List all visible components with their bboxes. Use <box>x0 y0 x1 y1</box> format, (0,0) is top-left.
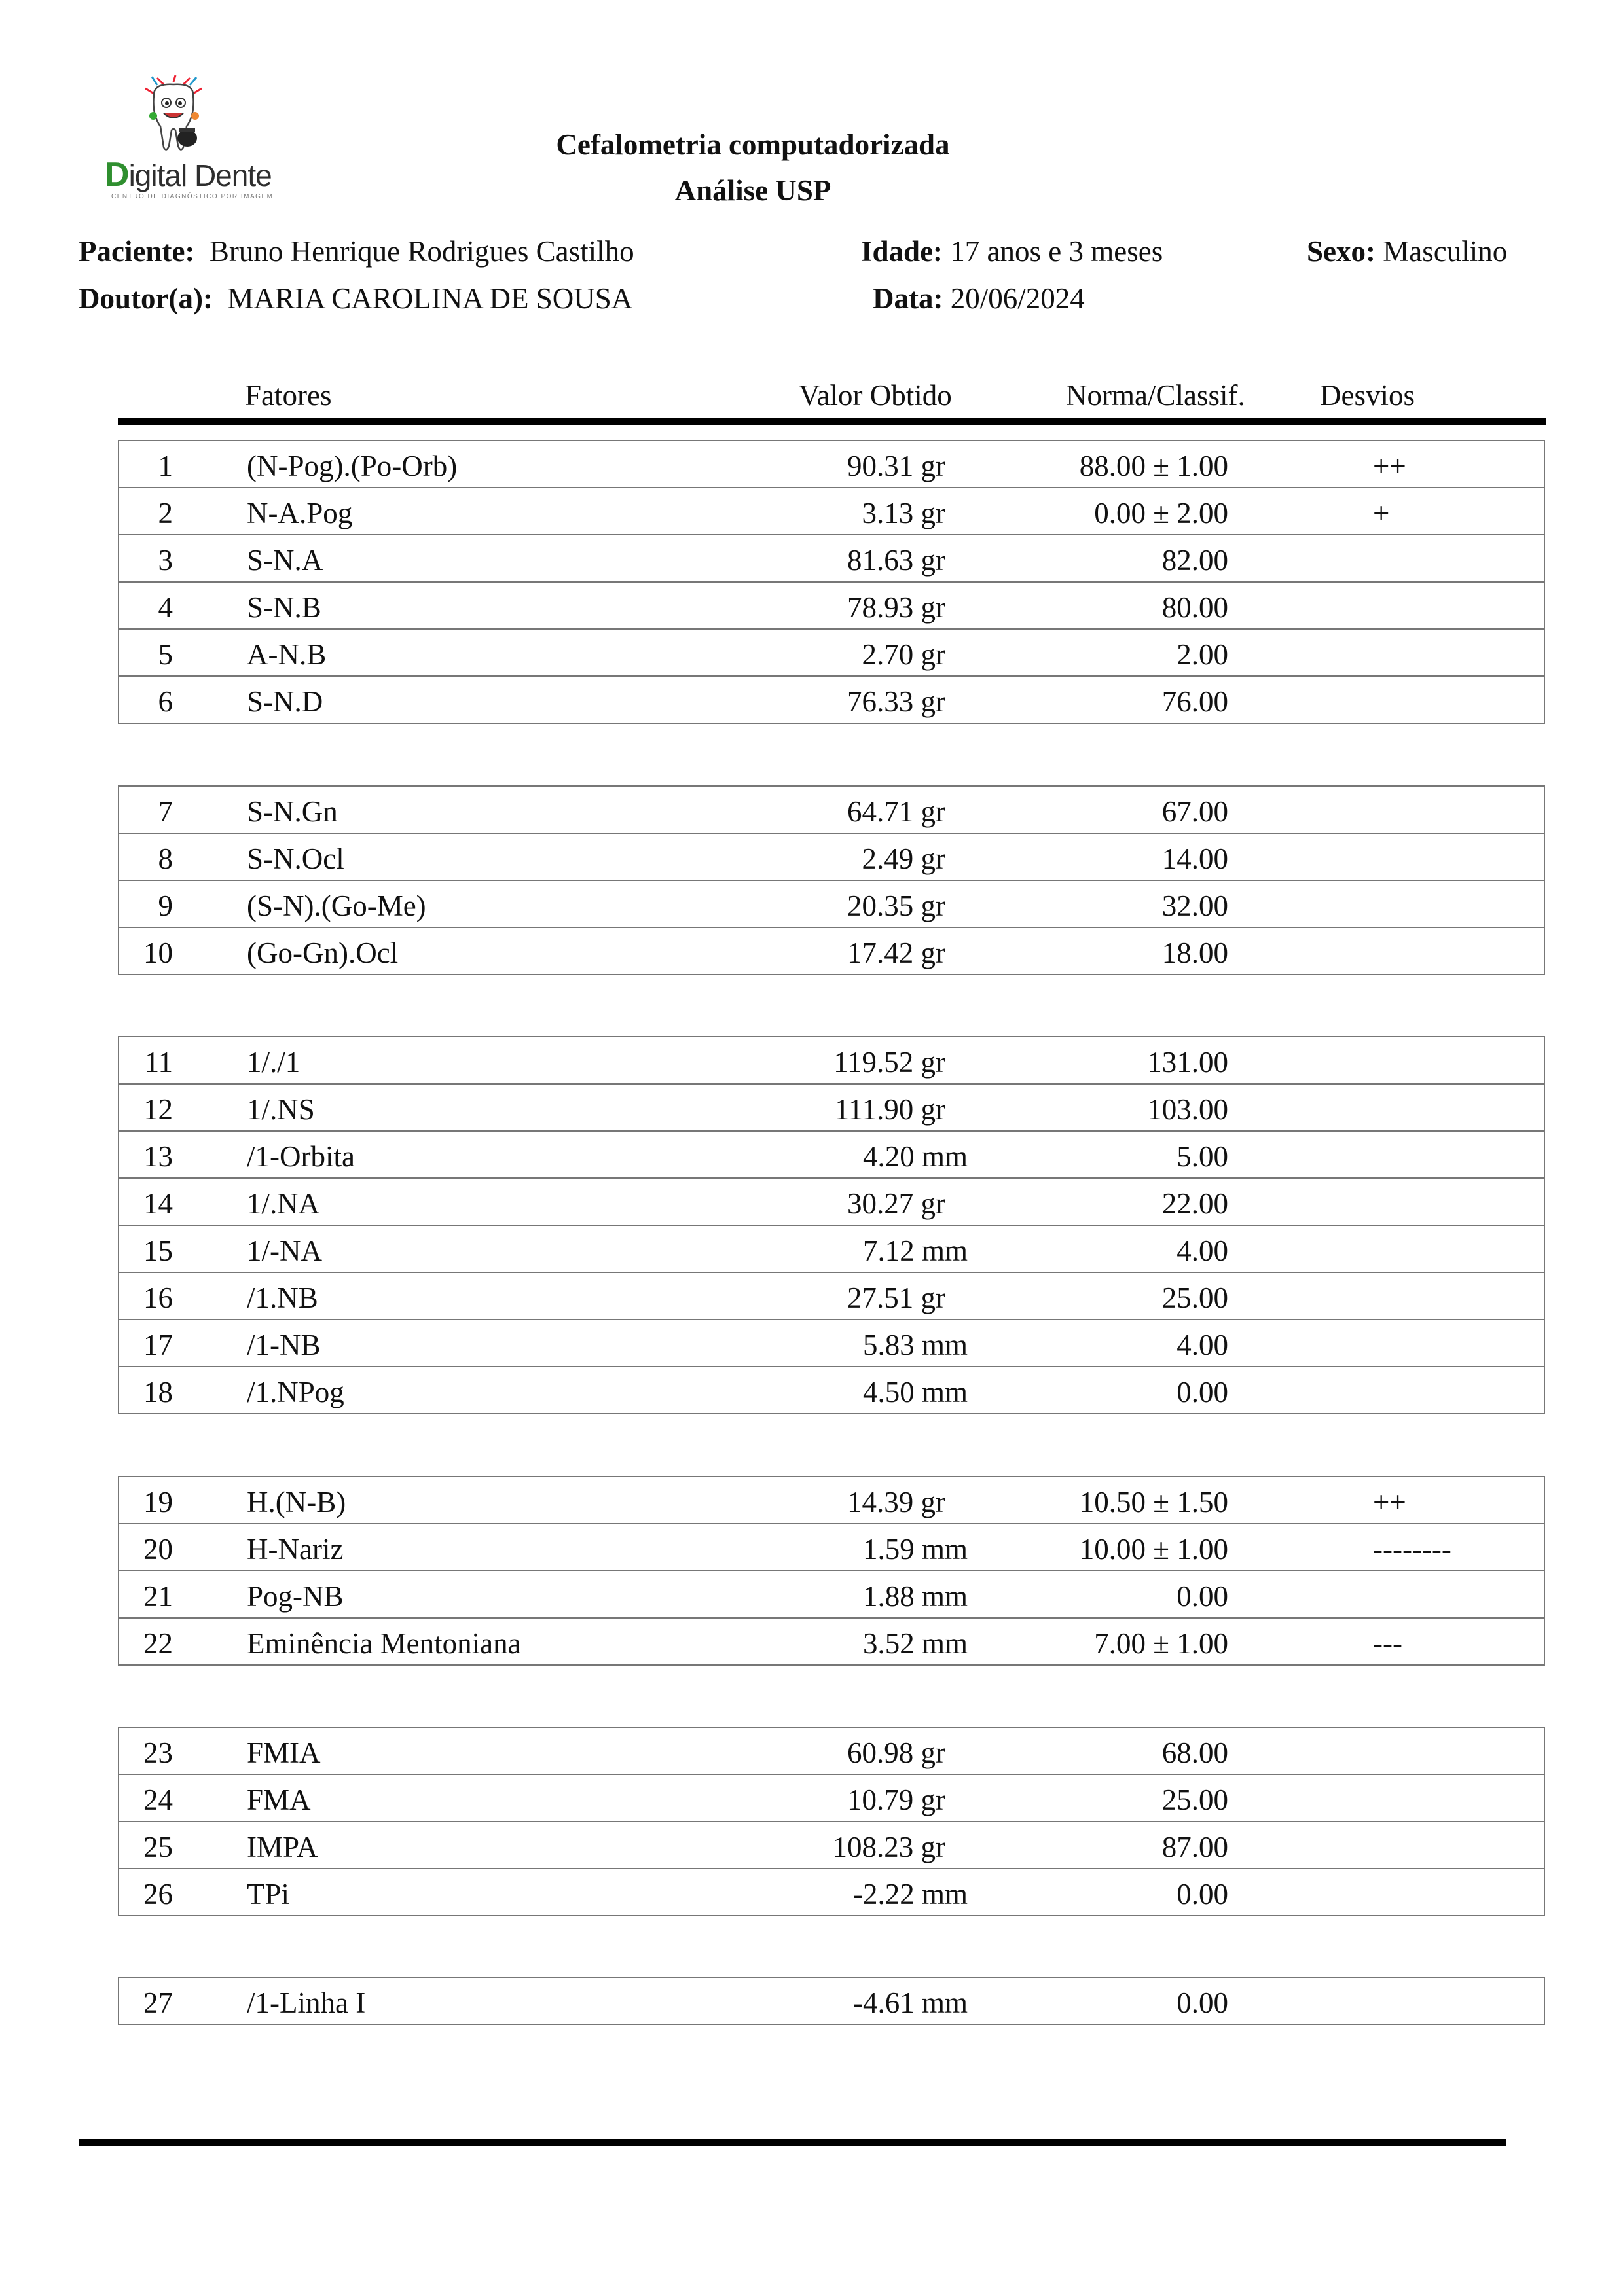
row-number: 5 <box>158 638 173 671</box>
table-row <box>119 583 1544 630</box>
row-number: 22 <box>143 1627 173 1660</box>
doctor-field <box>79 281 632 315</box>
obtained-value: 17.42 gr <box>847 937 945 969</box>
norm-value: 25.00 <box>1161 1282 1228 1314</box>
obtained-value: 64.71 gr <box>847 795 945 828</box>
norm-value: 0.00 <box>1176 1986 1228 2019</box>
factor-group <box>118 785 1545 975</box>
table-row <box>119 1320 1544 1367</box>
factor-name: FMA <box>247 1784 311 1816</box>
norm-value: 68.00 <box>1161 1736 1228 1769</box>
norm-value: 14.00 <box>1161 842 1228 875</box>
factor-name: H.(N-B) <box>247 1486 346 1518</box>
row-number: 11 <box>144 1046 173 1079</box>
sex-value: Masculino <box>1383 235 1508 268</box>
norm-value: 87.00 <box>1161 1831 1228 1863</box>
doctor-name: MARIA CAROLINA DE SOUSA <box>227 282 633 315</box>
factor-name: Pog-NB <box>247 1580 344 1613</box>
row-number: 16 <box>143 1282 173 1314</box>
obtained-value: 60.98 gr <box>847 1736 945 1769</box>
doctor-label: Doutor(a): <box>79 282 213 315</box>
table-row <box>119 1869 1544 1915</box>
row-number: 15 <box>143 1234 173 1267</box>
norm-value: 25.00 <box>1161 1784 1228 1816</box>
logo-brand-name: Digital Dente <box>105 156 272 194</box>
norm-value: 18.00 <box>1161 937 1228 969</box>
table-row <box>119 1179 1544 1226</box>
table-row <box>119 1524 1544 1571</box>
factor-name: (S-N).(Go-Me) <box>247 889 426 922</box>
obtained-value: 90.31 gr <box>847 450 945 482</box>
row-number: 12 <box>143 1093 173 1126</box>
date-field <box>873 281 1085 315</box>
row-number: 26 <box>143 1878 173 1910</box>
table-row <box>119 1273 1544 1320</box>
row-number: 21 <box>143 1580 173 1613</box>
factor-name: (N-Pog).(Po-Orb) <box>247 450 458 482</box>
deviation-value: ++ <box>1373 450 1406 482</box>
row-number: 10 <box>143 937 173 969</box>
row-number: 14 <box>143 1187 173 1220</box>
table-row <box>119 1226 1544 1273</box>
factor-name: N-A.Pog <box>247 497 353 529</box>
table-row <box>119 1367 1544 1413</box>
header-deviation: Desvios <box>1320 379 1415 412</box>
row-number: 27 <box>143 1986 173 2019</box>
table-row <box>119 1571 1544 1619</box>
row-number: 20 <box>143 1533 173 1566</box>
factor-name: /1-Orbita <box>247 1140 355 1173</box>
obtained-value: 5.83 mm <box>862 1329 968 1361</box>
factor-name: IMPA <box>247 1831 318 1863</box>
norm-value: 131.00 <box>1147 1046 1228 1079</box>
row-number: 6 <box>158 685 173 718</box>
norm-value: 82.00 <box>1161 544 1228 577</box>
norm-value: 22.00 <box>1161 1187 1228 1220</box>
header-factors: Fatores <box>245 379 332 412</box>
row-number: 23 <box>143 1736 173 1769</box>
obtained-value: 3.13 gr <box>862 497 945 529</box>
norm-value: 0.00 <box>1176 1878 1228 1910</box>
table-row <box>119 535 1544 583</box>
table-row <box>119 881 1544 928</box>
row-number: 17 <box>143 1329 173 1361</box>
obtained-value: 78.93 gr <box>847 591 945 624</box>
table-row <box>119 1477 1544 1524</box>
obtained-value: 76.33 gr <box>847 685 945 718</box>
norm-value: 88.00 ± 1.00 <box>1079 450 1228 482</box>
row-number: 3 <box>158 544 173 577</box>
factor-name: 1/.NA <box>247 1187 320 1220</box>
table-row <box>119 928 1544 974</box>
norm-value: 10.00 ± 1.00 <box>1079 1533 1228 1566</box>
norm-value: 76.00 <box>1161 685 1228 718</box>
norm-value: 5.00 <box>1176 1140 1228 1173</box>
row-number: 2 <box>158 497 173 529</box>
table-row <box>119 834 1544 881</box>
norm-value: 10.50 ± 1.50 <box>1079 1486 1228 1518</box>
norm-value: 103.00 <box>1147 1093 1228 1126</box>
norm-value: 2.00 <box>1176 638 1228 671</box>
obtained-value: 3.52 mm <box>862 1627 968 1660</box>
factor-name: Eminência Mentoniana <box>247 1627 521 1660</box>
factor-name: /1.NB <box>247 1282 318 1314</box>
patient-label: Paciente: <box>79 235 195 268</box>
table-row <box>119 1085 1544 1132</box>
factor-group <box>118 1036 1545 1414</box>
date-value: 20/06/2024 <box>950 282 1085 315</box>
norm-value: 0.00 ± 2.00 <box>1094 497 1228 529</box>
sex-label: Sexo: <box>1307 235 1376 268</box>
table-row <box>119 677 1544 723</box>
obtained-value: 1.88 mm <box>862 1580 968 1613</box>
factor-name: FMIA <box>247 1736 321 1769</box>
factor-name: /1-NB <box>247 1329 321 1361</box>
row-number: 13 <box>143 1140 173 1173</box>
row-number: 18 <box>143 1376 173 1408</box>
age-label: Idade: <box>861 235 943 268</box>
factor-name: TPi <box>247 1878 290 1910</box>
age-value: 17 anos e 3 meses <box>950 235 1163 268</box>
obtained-value: -2.22 mm <box>853 1878 968 1910</box>
row-number: 4 <box>158 591 173 624</box>
norm-value: 4.00 <box>1176 1329 1228 1361</box>
obtained-value: -4.61 mm <box>853 1986 968 2019</box>
table-row <box>119 630 1544 677</box>
factor-name: S-N.Ocl <box>247 842 344 875</box>
row-number: 1 <box>158 450 173 482</box>
factor-name: 1/-NA <box>247 1234 322 1267</box>
header-value: Valor Obtido <box>799 379 952 412</box>
obtained-value: 4.50 mm <box>862 1376 968 1408</box>
patient-name: Bruno Henrique Rodrigues Castilho <box>209 235 634 268</box>
factor-name: /1.NPog <box>247 1376 344 1408</box>
norm-value: 67.00 <box>1161 795 1228 828</box>
patient-field <box>79 234 634 268</box>
factor-name: S-N.Gn <box>247 795 338 828</box>
table-row <box>119 1978 1544 2024</box>
header-norm: Norma/Classif. <box>1066 379 1245 412</box>
row-number: 9 <box>158 889 173 922</box>
sex-field <box>1307 234 1507 268</box>
obtained-value: 119.52 gr <box>833 1046 945 1079</box>
logo-tagline: CENTRO DE DIAGNÓSTICO POR IMAGEM <box>111 193 274 200</box>
row-number: 24 <box>143 1784 173 1816</box>
factor-name: H-Nariz <box>247 1533 344 1566</box>
obtained-value: 27.51 gr <box>847 1282 945 1314</box>
factor-name: S-N.B <box>247 591 321 624</box>
factor-name: (Go-Gn).Ocl <box>247 937 399 969</box>
age-field <box>861 234 1163 268</box>
obtained-value: 20.35 gr <box>847 889 945 922</box>
norm-value: 7.00 ± 1.00 <box>1094 1627 1228 1660</box>
obtained-value: 14.39 gr <box>847 1486 945 1518</box>
factor-name: S-N.D <box>247 685 323 718</box>
table-row <box>119 1822 1544 1869</box>
deviation-value: ++ <box>1373 1486 1406 1518</box>
norm-value: 4.00 <box>1176 1234 1228 1267</box>
table-row <box>119 1037 1544 1085</box>
deviation-value: + <box>1373 497 1390 529</box>
obtained-value: 10.79 gr <box>847 1784 945 1816</box>
obtained-value: 81.63 gr <box>847 544 945 577</box>
table-row <box>119 787 1544 834</box>
factor-name: 1/./1 <box>247 1046 301 1079</box>
date-label: Data: <box>873 282 943 315</box>
obtained-value: 4.20 mm <box>862 1140 968 1173</box>
table-row <box>119 1728 1544 1775</box>
document-title: Cefalometria computadorizada <box>556 128 950 161</box>
factor-group <box>118 440 1545 724</box>
obtained-value: 1.59 mm <box>862 1533 968 1566</box>
norm-value: 80.00 <box>1161 591 1228 624</box>
obtained-value: 108.23 gr <box>832 1831 945 1863</box>
table-row <box>119 1132 1544 1179</box>
deviation-value: -------- <box>1373 1533 1451 1566</box>
norm-value: 0.00 <box>1176 1376 1228 1408</box>
factor-name: 1/.NS <box>247 1093 315 1126</box>
table-row <box>119 488 1544 535</box>
factor-name: A-N.B <box>247 638 327 671</box>
norm-value: 0.00 <box>1176 1580 1228 1613</box>
factor-name: /1-Linha I <box>247 1986 366 2019</box>
obtained-value: 30.27 gr <box>847 1187 945 1220</box>
factor-group <box>118 1476 1545 1666</box>
table-row <box>119 1775 1544 1822</box>
row-number: 7 <box>158 795 173 828</box>
obtained-value: 2.70 gr <box>862 638 945 671</box>
obtained-value: 2.49 gr <box>862 842 945 875</box>
obtained-value: 7.12 mm <box>862 1234 968 1267</box>
factor-group <box>118 1727 1545 1916</box>
factor-name: S-N.A <box>247 544 323 577</box>
row-number: 8 <box>158 842 173 875</box>
row-number: 25 <box>143 1831 173 1863</box>
document-subtitle: Análise USP <box>674 174 831 207</box>
norm-value: 32.00 <box>1161 889 1228 922</box>
header-rule <box>118 418 1546 425</box>
footer-rule <box>79 2139 1506 2146</box>
deviation-value: --- <box>1373 1627 1402 1660</box>
obtained-value: 111.90 gr <box>834 1093 945 1126</box>
row-number: 19 <box>143 1486 173 1518</box>
table-row <box>119 441 1544 488</box>
table-row <box>119 1619 1544 1664</box>
factor-group <box>118 1977 1545 2025</box>
